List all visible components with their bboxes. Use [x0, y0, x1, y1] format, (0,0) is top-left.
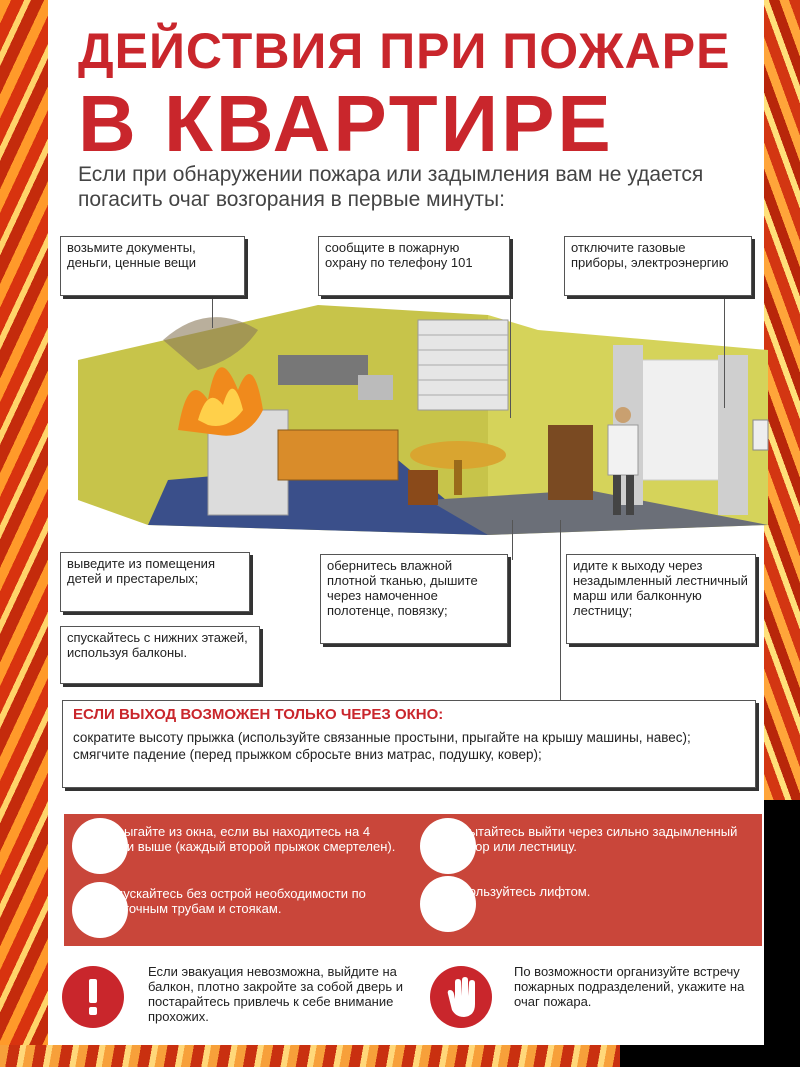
dont-corridor-text: НЕ пытайтесь выйти через сильно задымленный коридор или лестницу.: [440, 824, 738, 854]
instruction-call-fire-service: сообщите в пожарную охрану по телефону 101: [318, 236, 510, 296]
window-exit-line2: смягчите падение (перед прыжком сбросьте вниз матрас, подушку, ковер);: [73, 747, 542, 762]
fire-border-left: [0, 0, 48, 1067]
raised-hand-icon: [430, 966, 492, 1028]
donts-panel: [64, 814, 762, 946]
window-exit-line1: сократите высоту прыжка (используйте связанные простыни, прыгайте на крышу машины, навес);: [73, 730, 691, 745]
connector-line: [724, 298, 725, 408]
fire-safety-poster: [48, 0, 764, 1045]
apartment-illustration: [68, 300, 788, 540]
connector-line: [512, 520, 513, 560]
connector-line: [560, 520, 561, 700]
dont-elevator-text: НЕ пользуйтесь лифтом.: [440, 884, 591, 899]
instruction-wet-cloth: обернитесь влажной плотной тканью, дышите через намоченное полотенце, повязку;: [320, 554, 508, 644]
window-blinds: [418, 320, 508, 410]
poster-title-line2: В КВАРТИРЕ: [78, 79, 614, 168]
electric-panel: [753, 420, 768, 450]
dont-drainpipes-text: НЕ спускайтесь без острой необходимости по водосточным трубам и стоякам.: [88, 886, 366, 916]
instruction-go-to-exit: идите к выходу через незадымленный лестничный марш или балконную лестницу;: [566, 554, 756, 644]
poster-subtitle: Если при обнаружении пожара или задымления вам не удается погасить очаг возгорания в первые минуты:: [78, 163, 704, 211]
fire-border-bottom: [0, 1045, 620, 1067]
wooden-cabinet: [548, 425, 593, 500]
instruction-take-documents: возьмите документы, деньги, ценные вещи: [60, 236, 245, 296]
window-exit-heading: ЕСЛИ ВЫХОД ВОЗМОЖЕН ТОЛЬКО ЧЕРЕЗ ОКНО:: [73, 706, 444, 723]
instruction-evacuate-children: выведите из помещения детей и престарелых;: [60, 552, 250, 612]
dark-corner: [764, 800, 800, 1067]
poster-title-line1: ДЕЙСТВИЯ ПРИ ПОЖАРЕ: [78, 23, 731, 79]
dark-corner-bottom: [620, 1045, 800, 1067]
exclamation-icon: [62, 966, 124, 1028]
meet-firefighters-instruction: По возможности организуйте встречу пожарных подразделений, укажите на очаг пожара.: [514, 964, 745, 1009]
window-exit-box: [62, 700, 756, 788]
instruction-turn-off-gas: отключите газовые приборы, электроэнергию: [564, 236, 752, 296]
connector-line: [510, 298, 511, 418]
dont-jump-text: НЕ прыгайте из окна, если вы находитесь на 4 этаже и выше (каждый второй прыжок смертелен).: [88, 824, 396, 854]
balcony-instruction: Если эвакуация невозможна, выйдите на балкон, плотно закройте за собой дверь и постарайтесь привлечь к себе внимание прохожих.: [148, 964, 404, 1024]
connector-line: [212, 298, 213, 328]
instruction-lower-floors: спускайтесь с нижних этажей, используя балконы.: [60, 626, 260, 684]
